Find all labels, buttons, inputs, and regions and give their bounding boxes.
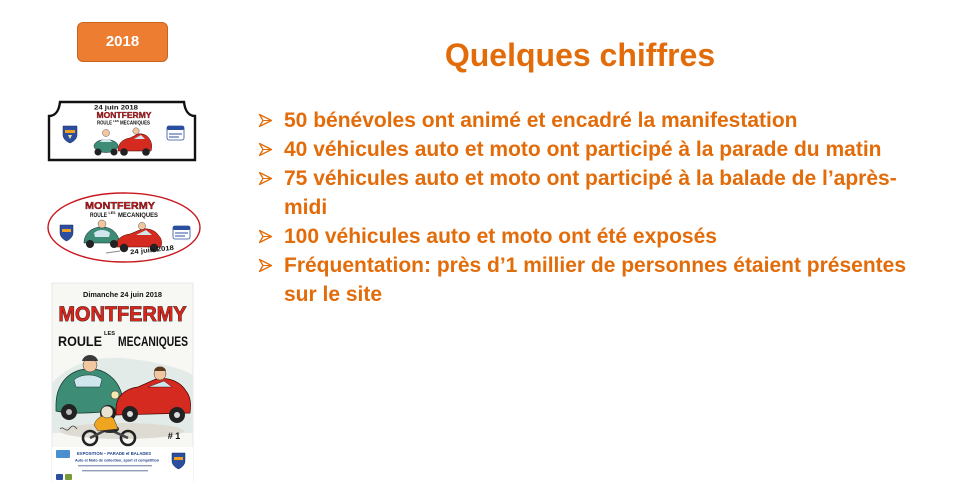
poster-categories: Auto et Moto de collection, sport et compétition: [75, 458, 160, 463]
figures-list: [258, 106, 924, 309]
federation-badge-icon: [173, 226, 190, 239]
list-item: [258, 164, 924, 222]
list-item-text: Fréquentation: près d’1 millier de personnes étaient présentes sur le site: [284, 254, 907, 306]
plate-les: LES: [113, 119, 119, 123]
event-poster: [52, 283, 193, 483]
list-item: [258, 106, 924, 135]
oval-date: 24 juin 2018: [129, 245, 168, 257]
list-item-text: 50 bénévoles ont animé et encadré la manifestation: [284, 109, 798, 132]
slide-title: Quelques chiffres: [444, 37, 716, 73]
plate-title: MONTFERMY: [96, 110, 152, 120]
list-item: [258, 135, 924, 164]
arrowhead-bullet-icon: [258, 171, 273, 186]
plate-mecaniques: MECANIQUES: [120, 120, 151, 127]
list-item: [258, 222, 924, 251]
oval-event-logo: [46, 191, 202, 264]
poster-events: EXPOSITION – PARADE et BALADES: [77, 451, 151, 456]
list-item-text: 100 véhicules auto et moto ont été exposés: [284, 225, 717, 248]
federation-badge-icon: [167, 126, 184, 140]
arrowhead-bullet-icon: [258, 229, 273, 244]
poster-fine-print: [82, 470, 148, 471]
list-item-text: 40 véhicules auto et moto ont participé à la parade du matin: [284, 138, 882, 161]
list-item-text: 75 véhicules auto et moto ont participé à la balade de l’après-midi: [284, 167, 897, 219]
sponsor-logo: [56, 450, 70, 458]
rally-plate-logo: [46, 99, 198, 163]
poster-les: LES: [104, 331, 116, 337]
oval-roule: ROULE: [90, 213, 107, 219]
poster-edition: # 1: [167, 431, 181, 441]
oval-mecaniques: MECANIQUES: [118, 213, 158, 219]
oval-les: LES: [108, 211, 117, 215]
poster-roule: ROULE: [58, 333, 102, 349]
arrowhead-bullet-icon: [258, 113, 273, 128]
oval-title: MONTFERMY: [85, 201, 156, 212]
list-item: [258, 251, 924, 309]
plate-roule: ROULE: [97, 120, 113, 127]
arrowhead-bullet-icon: [258, 258, 273, 273]
arrowhead-bullet-icon: [258, 142, 273, 157]
poster-date: Dimanche 24 juin 2018: [83, 292, 163, 299]
sponsor-logo: [56, 474, 63, 480]
plate-date: 24 juin 2018: [94, 105, 139, 112]
poster-mecaniques: MECANIQUES: [118, 333, 188, 349]
year-badge: 2018: [77, 22, 168, 62]
poster-fine-print: [78, 465, 152, 466]
poster-title: MONTFERMY: [58, 303, 187, 326]
sponsor-logo: [65, 474, 72, 480]
